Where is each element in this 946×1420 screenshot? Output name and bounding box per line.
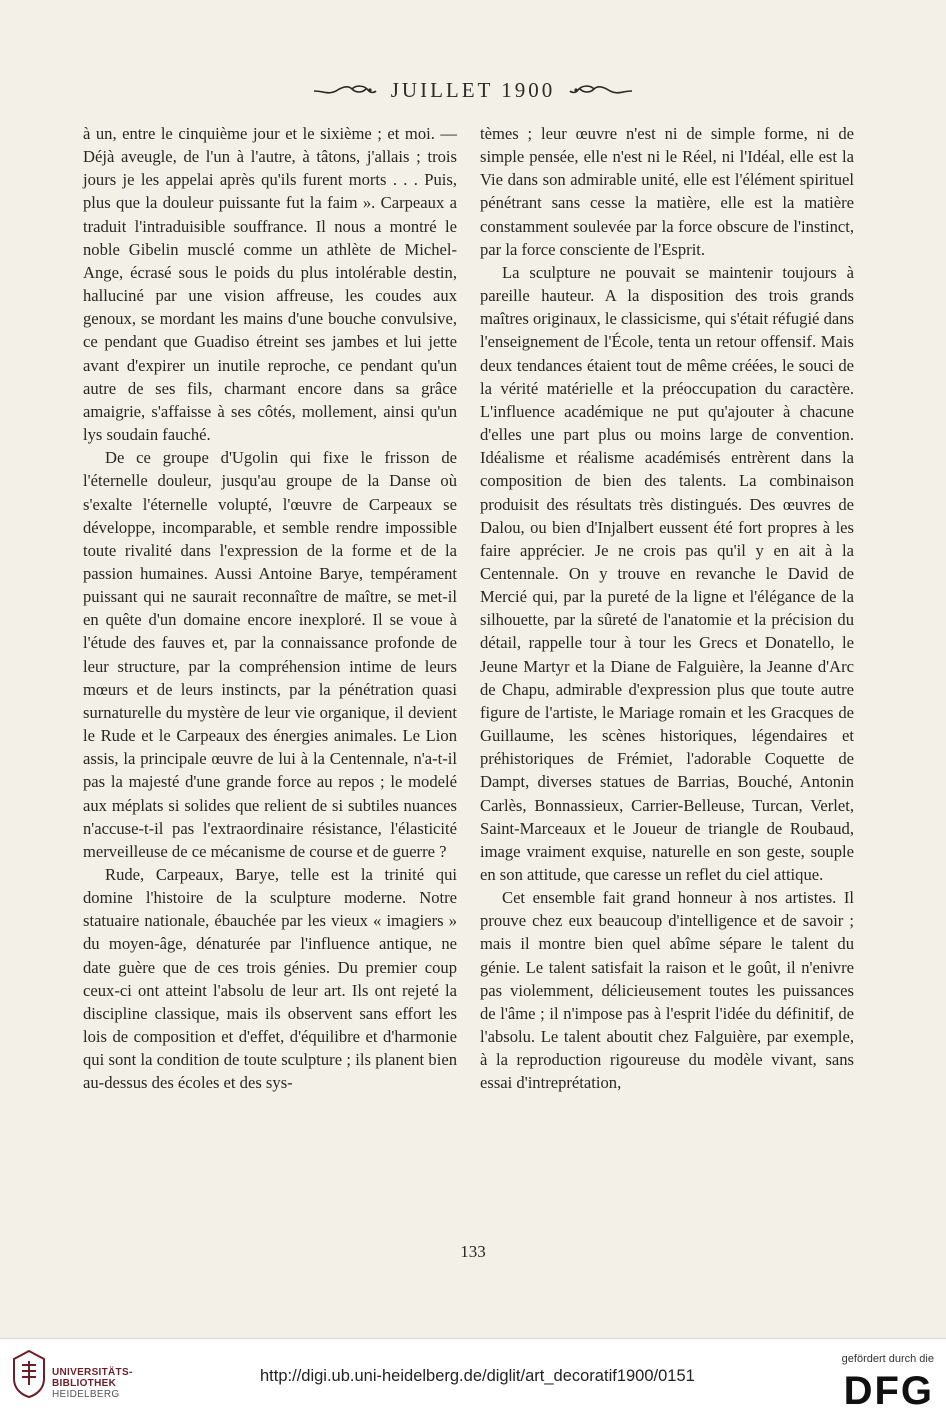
left-paragraph-3: Rude, Carpeaux, Barye, telle est la trinité qui domine l'histoire de la sculpture moderne. Notre statuaire nationale, ébauchée par les vieux « imagiers » du moyen-âge, dénaturée par l'influence antique, ne date guère que de ces trois génies. Du premier coup ceux-ci ont atteint l'absolu de leur art. Ils ont rejeté la discipline classique, mais ils observent sans effort les lois de composition et d'effet, d'équilibre et d'harmonie qui sont la condition de toute sculpture ; ils planent bien au-dessus des écoles et des sys-	[83, 865, 457, 1093]
running-header	[0, 76, 946, 103]
right-ornament-icon	[568, 81, 634, 99]
right-text-column	[480, 122, 854, 1095]
library-line-2: BIBLIOTHEK	[52, 1378, 117, 1389]
right-paragraph-1: tèmes ; leur œuvre n'est ni de simple forme, ni de simple pensée, elle n'est ni le Réel, ni l'Idéal, elle est la Vie dans son admirable unité, elle est l'élément spirituel pénétrant sans cesse la matière, elle est la matière constamment soulevée par la force obscure de l'instinct, par la force consciente de l'Esprit.	[480, 124, 854, 259]
page-number: 133	[460, 1242, 486, 1261]
university-library-logo-icon	[10, 1349, 48, 1399]
dfg-logo: DFG	[843, 1369, 934, 1413]
source-url-link[interactable]: http://digi.ub.uni-heidelberg.de/diglit/art_decoratif1900/0151	[260, 1367, 695, 1385]
library-line-3: HEIDELBERG	[52, 1389, 120, 1400]
left-text-column	[83, 122, 457, 1095]
left-paragraph-2: De ce groupe d'Ugolin qui fixe le frisson de l'éternelle douleur, jusqu'au groupe de la Danse où s'exalte l'éternelle volupté, l'œuvre de Carpeaux se développe, incomparable, et semble rendre impossible toute rivalité dans l'expression de la forme et de la passion humaines. Aussi Antoine Barye, tempérament puissant qui ne saurait reconnaître de maître, se met-il en quête d'un domaine encore inexploré. Il se voue à l'étude des fauves et, par la connaissance profonde de leur structure, par la compréhension intime de leurs mœurs et de leurs instincts, par la pénétration quasi surnaturelle du mystère de leur vie organique, il devient le Rude et le Carpeaux des énergies animales. Le Lion assis, la principale œuvre de lui à la Centennale, n'a-t-il pas la majesté d'une grande force au repos ; le modelé aux méplats si solides que relient de si subtiles nuances n'accuse-t-il pas l'extraordinaire résistance, l'élasticité merveilleuse de ce mécanisme de course et de guerre ?	[83, 448, 457, 861]
viewer-footer	[0, 1338, 946, 1420]
right-paragraph-2: La sculpture ne pouvait se maintenir toujours à pareille hauteur. A la disposition des trois grands maîtres originaux, le classicisme, qui s'était réfugié dans l'enseignement de l'École, tenta un retour offensif. Mais deux tendances étaient tout de même créées, le souci de la vérité matérielle et la préoccupation du caractère. L'influence académique ne put qu'ajouter à chacune d'elles une part plus ou moins large de convention. Idéalisme et réalisme académisés entrèrent dans la composition de bien des talents. La combinaison produisit des résultats très distingués. Des œuvres de Dalou, ou bien d'Injalbert eussent été fort propres à les faire apprécier. Je ne crois pas qu'il y en ait à la Centennale. On y trouve en revanche le David de Mercié qui, par la pureté de la ligne et l'élégance de la silhouette, par la sûreté de l'anatomie et la précision du détail, rappelle tour à tour les Grecs et Donatello, le Jeune Martyr et la Diane de Falguière, la Jeanne d'Arc de Chapu, admirable d'expression plus que toute autre figure de l'artiste, le Mariage romain et les Gracques de Guillaume, les scènes historiques, légendaires et préhistoriques de Frémiet, l'adorable Coquette de Dampt, diverses statues de Barrias, Bouché, Antonin Carlès, Bonnassieux, Carrier-Belleuse, Turcan, Verlet, Saint-Marceaux et le Joueur de triangle de Roubaud, image vraiment exquise, naturelle en son geste, souple en son attitude, que caresse un reflet du ciel attique.	[480, 262, 854, 884]
library-name	[52, 1367, 133, 1400]
library-line-1: UNIVERSITÄTS-	[52, 1367, 133, 1378]
funding-caption: gefördert durch die	[841, 1353, 934, 1365]
right-paragraph-3: Cet ensemble fait grand honneur à nos artistes. Il prouve chez eux beaucoup d'intelligence et de savoir ; mais il montre bien quel abîme sépare le talent du génie. Le talent satisfait la raison et le goût, il n'enivre pas violemment, délicieusement toutes les puissances de l'âme ; il n'impose pas à l'esprit l'idée du définitif, de l'absolu. Le talent aboutit chez Falguière, par exemple, à la reproduction rigoureuse du modèle vivant, sans essai d'intreprétation,	[480, 888, 854, 1093]
page-header-title: JUILLET 1900	[390, 77, 556, 102]
left-paragraph-1: à un, entre le cinquième jour et le sixième ; et moi. — Déjà aveugle, de l'un à l'autre, à tâtons, j'allais ; trois jours je les appelai après qu'ils furent morts . . . Puis, plus que la douleur puissante fut la faim ». Carpeaux a traduit l'intraduisible souffrance. Il nous a montré le noble Gibelin musclé comme un athlète de Michel-Ange, écrasé sous le poids du plus intolérable destin, halluciné par une vision affreuse, les coudes aux genoux, se mordant les mains d'une bouche convulsive, ce pendant que Guadiso étreint ses jambes et lui jette avant d'expirer un inutile reproche, ce pendant qu'un autre de ses fils, charmant encore dans sa grâce amaigrie, s'affaisse à ses côtés, mollement, ainsi qu'un lys soudain fauché.	[83, 124, 457, 445]
left-ornament-icon	[312, 81, 378, 99]
